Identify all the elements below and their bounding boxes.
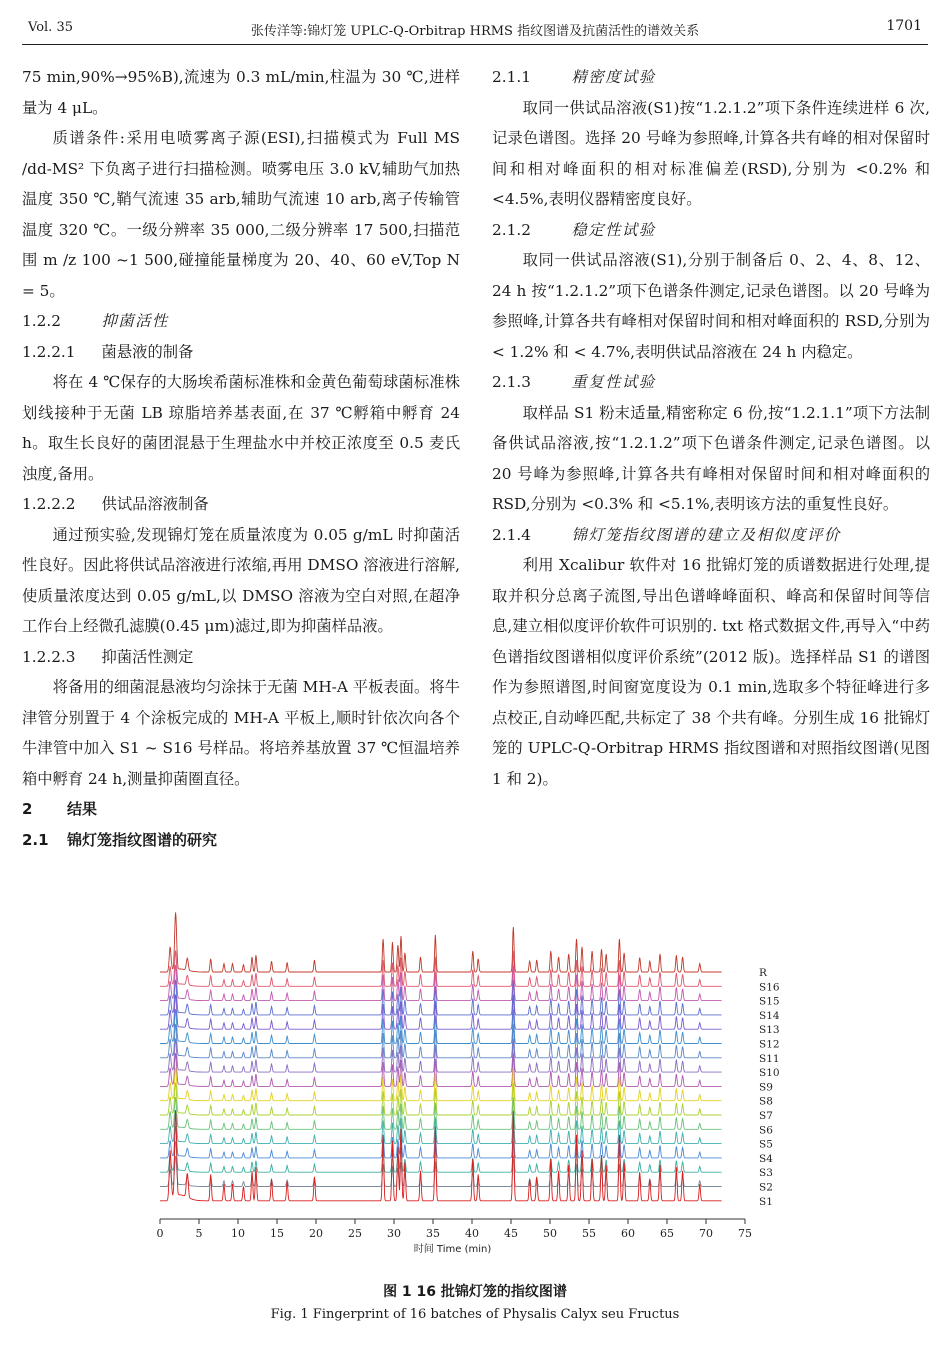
- legend-label-s2: S2: [759, 1181, 773, 1194]
- figure-1: [150, 900, 790, 1265]
- section-title: 锦灯笼指纹图谱的研究: [67, 830, 218, 849]
- section-title: 抑菌活性测定: [101, 647, 194, 666]
- x-axis-title: 时间 Time (min): [413, 1244, 492, 1255]
- x-tick-label: 55: [582, 1227, 596, 1240]
- section-number: 2.1.1: [492, 68, 531, 86]
- legend-label-r: R: [759, 967, 767, 979]
- paragraph: 通过预实验,发现锦灯笼在质量浓度为 0.05 g/mL 时抑菌活性良好。因此将供试品溶液进行浓缩,再用 DMSO 溶液进行溶解,使质量浓度达到 0.05 g/mL,以 DMSO 溶液为空白对照,在超净工作台上经微孔滤膜(0.45 μm)滤过,即为抑菌样品液。: [22, 525, 460, 635]
- section-heading: [492, 520, 930, 551]
- paragraph: 取样品 S1 粉末适量,精密称定 6 份,按“1.2.1.1”项下方法制备供试品溶液,按“1.2.1.2”项下色谱条件测定,记录色谱图。以 20 号峰为参照峰,计算各共有峰相对保留时间和相对峰面积的 RSD,分别为 <0.3% 和 <5.1%,表明该方法的重复性良好。: [492, 403, 930, 513]
- x-tick-label: 45: [504, 1227, 518, 1240]
- section-number: 1.2.2.2: [22, 495, 76, 513]
- legend-label-s11: S11: [759, 1052, 780, 1065]
- section-title: 精密度试验: [571, 68, 656, 86]
- section-title: 结果: [67, 800, 98, 818]
- x-tick-label: 65: [660, 1227, 674, 1240]
- x-tick-label: 50: [543, 1227, 557, 1240]
- x-tick-label: 35: [426, 1227, 440, 1240]
- x-tick-label: 70: [699, 1227, 713, 1240]
- legend-label-s9: S9: [759, 1081, 773, 1094]
- page-number: 1701: [886, 18, 922, 34]
- left-column: [22, 62, 460, 855]
- running-header: [28, 14, 922, 44]
- legend-label-s4: S4: [759, 1152, 773, 1165]
- right-column: [492, 62, 930, 794]
- paragraph: 将备用的细菌混悬液均匀涂抹于无菌 MH-A 平板表面。将牛津管分别置于 4 个涂板完成的 MH-A 平板上,顺时针依次向各个牛津管中加入 S1 ~ S16 号样品。将培养基放置 37 ℃恒温培养箱中孵育 24 h,测量抑菌圈直径。: [22, 678, 460, 788]
- legend-label-s12: S12: [759, 1038, 780, 1051]
- x-tick-label: 20: [309, 1227, 323, 1240]
- section-number: 2.1: [22, 830, 49, 849]
- section-heading: [22, 337, 460, 368]
- figure-caption-cn: 图 1 16 批锦灯笼的指纹图谱: [383, 1284, 567, 1300]
- section-heading: [22, 825, 460, 856]
- paragraph: 取同一供试品溶液(S1),分别于制备后 0、2、4、8、12、24 h 按“1.2.1.2”项下色谱条件测定,记录色谱图。以 20 号峰为参照峰,计算各共有峰相对保留时间和相对峰面积的 RSD,分别为 < 1.2% 和 < 4.7%,表明供试品溶液在 24 h 内稳定。: [492, 251, 930, 361]
- x-tick-label: 40: [465, 1227, 479, 1240]
- x-tick-label: 25: [348, 1227, 362, 1240]
- running-title: 张传洋等:锦灯笼 UPLC-Q-Orbitrap HRMS 指纹图谱及抗菌活性的谱效关系: [250, 24, 700, 39]
- legend-label-s15: S15: [759, 995, 780, 1008]
- x-tick-label: 30: [387, 1227, 401, 1240]
- paragraph: 75 min,90%→95%B),流速为 0.3 mL/min,柱温为 30 ℃,进样量为 4 μL。: [22, 68, 460, 117]
- legend-label-s14: S14: [759, 1009, 780, 1022]
- x-tick-label: 75: [738, 1227, 752, 1240]
- paragraph: 质谱条件:采用电喷雾离子源(ESI),扫描模式为 Full MS /dd-MS² 下负离子进行扫描检测。喷雾电压 3.0 kV,辅助气加热温度 350 ℃,鞘气流速 35 arb,辅助气流速 10 arb,离子传输管温度 320 ℃。一级分辨率 35 000,二级分辨率 17 500,扫描范围 m /z 100 ~1 500,碰撞能量梯度为 20、40、60 eV,Top N = 5。: [22, 129, 460, 300]
- legend-label-s6: S6: [759, 1124, 773, 1137]
- legend-label-s13: S13: [759, 1024, 780, 1037]
- header-rule: [22, 44, 928, 45]
- x-tick-label: 15: [270, 1227, 284, 1240]
- section-title: 抑菌活性: [101, 312, 169, 330]
- volume-label: Vol. 35: [28, 20, 73, 35]
- section-heading: [492, 367, 930, 398]
- section-heading: [492, 215, 930, 246]
- section-number: 1.2.2.3: [22, 647, 76, 666]
- section-title: 菌悬液的制备: [101, 342, 194, 361]
- section-heading: [492, 62, 930, 93]
- figure-caption-en: Fig. 1 Fingerprint of 16 batches of Physalis Calyx seu Fructus: [270, 1307, 680, 1322]
- section-title: 重复性试验: [571, 373, 656, 391]
- legend-label-s1: S1: [759, 1195, 773, 1208]
- section-heading: [22, 306, 460, 337]
- paragraph: 取同一供试品溶液(S1)按“1.2.1.2”项下条件连续进样 6 次,记录色谱图。选择 20 号峰为参照峰,计算各共有峰的相对保留时间和相对峰面积的相对标准偏差(RSD),分别为 <0.2% 和 <4.5%,表明仪器精密度良好。: [492, 98, 930, 208]
- legend-label-s16: S16: [759, 981, 780, 994]
- section-heading: [22, 642, 460, 673]
- fingerprint-chart: [150, 900, 790, 1265]
- paragraph: 将在 4 ℃保存的大肠埃希菌标准株和金黄色葡萄球菌标准株划线接种于无菌 LB 琼脂培养基表面,在 37 ℃孵箱中孵育 24 h。取生长良好的菌团混悬于生理盐水中并校正浓度至 0.5 麦氏浊度,备用。: [22, 373, 460, 483]
- x-tick-label: 10: [231, 1227, 245, 1240]
- section-number: 2.1.4: [492, 525, 531, 544]
- section-title: 稳定性试验: [571, 220, 656, 239]
- legend-label-s5: S5: [759, 1138, 773, 1151]
- x-tick-label: 0: [156, 1227, 164, 1240]
- legend-label-s7: S7: [759, 1110, 773, 1122]
- section-title: 锦灯笼指纹图谱的建立及相似度评价: [571, 525, 841, 544]
- paragraph: 利用 Xcalibur 软件对 16 批锦灯笼的质谱数据进行处理,提取并积分总离子流图,导出色谱峰峰面积、峰高和保留时间等信息,建立相似度评价软件可识别的. txt 格式数据文件,再导入“中药色谱指纹图谱相似度评价系统”(2012 版)。选择样品 S1 的谱图作为参照谱图,时间窗宽度设为 0.1 min,选取多个特征峰进行多点校正,自动峰匹配,共标定了 38 个共有峰。分别生成 16 批锦灯笼的 UPLC-Q-Orbitrap HRMS 指纹图谱和对照指纹图谱(见图 1 和 2)。: [492, 556, 930, 788]
- x-tick-label: 60: [621, 1227, 635, 1240]
- legend-label-s8: S8: [759, 1095, 773, 1108]
- x-tick-label: 5: [195, 1227, 203, 1240]
- legend-label-s10: S10: [759, 1067, 780, 1080]
- section-number: 1.2.2: [22, 312, 61, 330]
- section-number: 2.1.2: [492, 220, 531, 239]
- section-title: 供试品溶液制备: [101, 495, 209, 513]
- chart-background: [150, 900, 790, 1265]
- section-heading: [22, 794, 460, 825]
- section-number: 1.2.2.1: [22, 342, 76, 361]
- section-heading: [22, 489, 460, 520]
- legend-label-s3: S3: [759, 1167, 773, 1180]
- section-number: 2.1.3: [492, 373, 531, 391]
- section-number: 2: [22, 800, 33, 818]
